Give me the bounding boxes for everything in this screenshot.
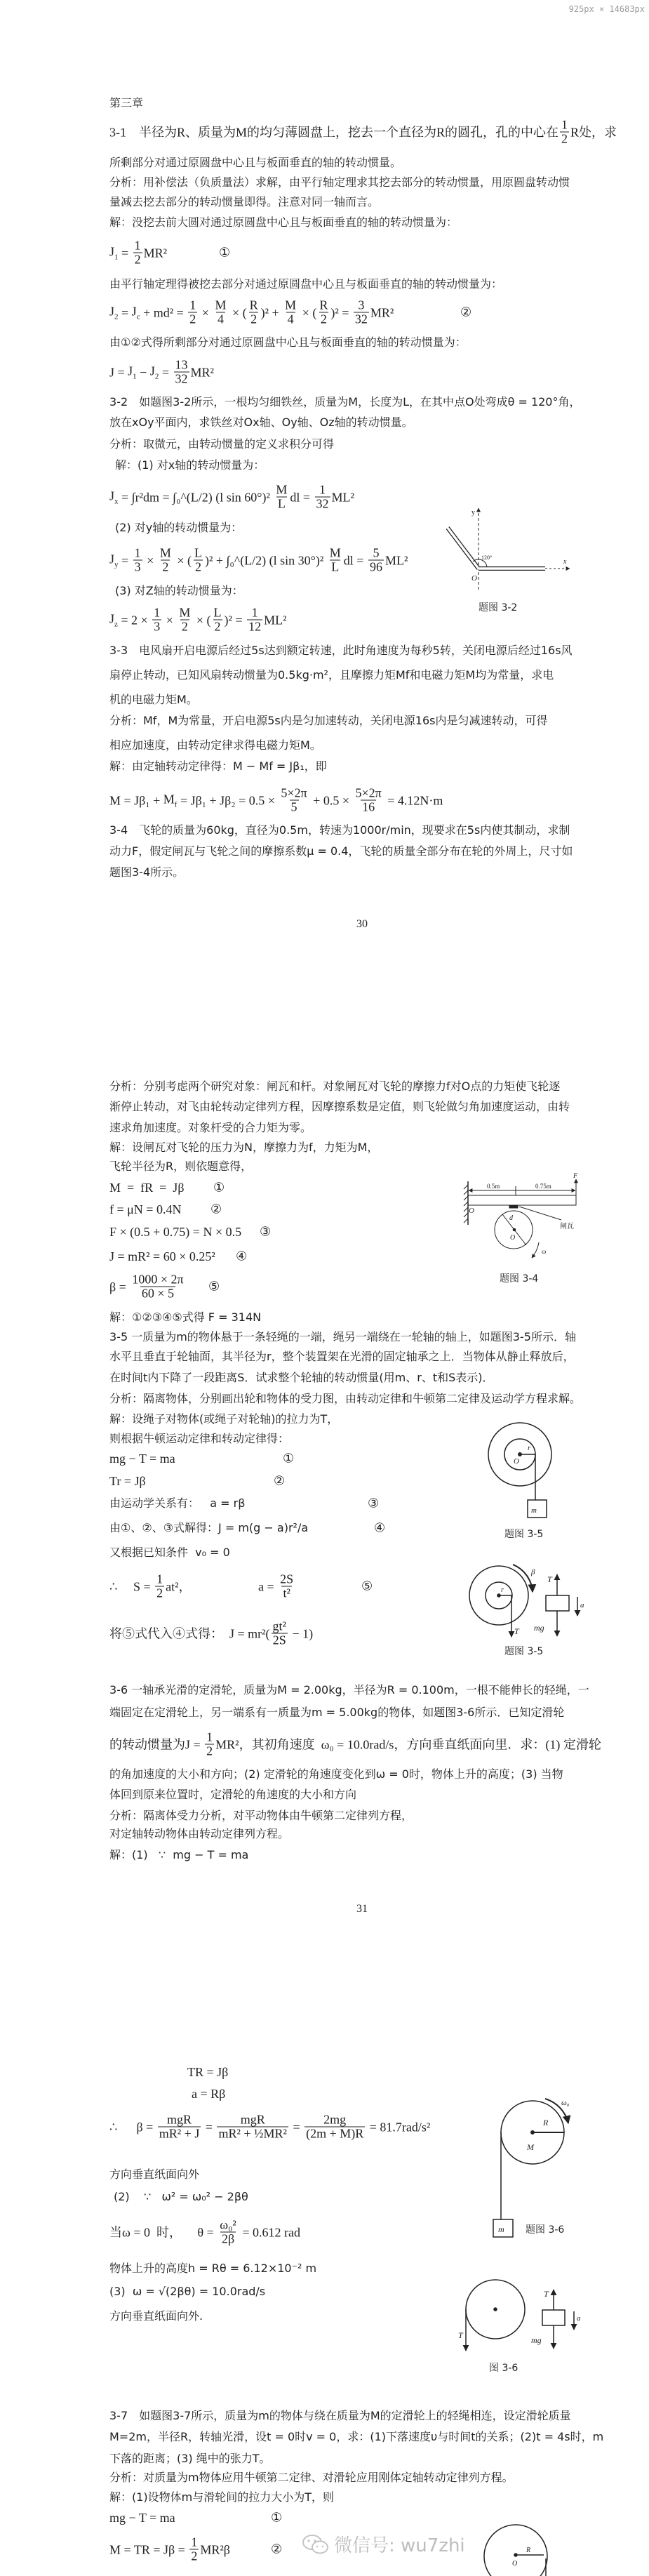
fraction-denominator: L — [277, 496, 286, 511]
formula-text: a = Rβ — [192, 2087, 226, 2101]
text-line: 又根据已知条件 v₀ = 0 — [109, 1546, 230, 1559]
text-line: 的角加速度的大小和方向；(2) 定滑轮的角速度变化到ω = 0时，物体上升的高度；(3) 当物 — [109, 1767, 563, 1781]
center-label: O — [510, 1234, 516, 1242]
fraction-denominator: mR² + ½MR² — [218, 2126, 287, 2141]
text-line: 分析：隔离物体，分别画出轮和物体的受力图，由转动定律和牛顿第二定律及运动学方程求解。 — [109, 1392, 582, 1405]
angle-label: 120° — [481, 555, 493, 561]
text-line: 扇停止转动，已知风扇转动惯量为0.5kg·m²，且摩擦力矩Mf和电磁力矩M均为常量，求电 — [109, 668, 554, 682]
fraction-denominator: 2 — [561, 131, 568, 146]
figure-caption: 题图 3-5 — [504, 1646, 544, 1657]
formula-text: at²， — [166, 1579, 192, 1593]
symbol-base: J — [149, 364, 155, 378]
watermark-text: 微信号: wu7zhi — [334, 2535, 465, 2556]
text-line: (2) 对y轴的转动惯量为： — [115, 521, 243, 534]
equation-number: ② — [271, 2542, 283, 2557]
text-line: 放在xOy平面内，求铁丝对Ox轴、Oy轴、Oz轴的转动惯量。 — [109, 416, 413, 429]
fraction-denominator: 12 — [248, 619, 262, 634]
formula-text: MR²，其初角速度 ω₀ = 10.0rad/s，方向垂直纸面向里．求：(1) 定滑轮 — [215, 1737, 601, 1751]
origin-label: O — [471, 574, 477, 583]
fraction-denominator: 3 — [154, 619, 161, 634]
fraction-numerator: 5 — [373, 545, 380, 560]
equation-number: ② — [274, 1473, 286, 1489]
symbol-base: J — [109, 304, 115, 319]
wechat-icon — [302, 2533, 330, 2556]
fraction-denominator: 2S — [272, 1633, 286, 1647]
formula-text: )² + ∫₀^(L/2) (l sin 30°)² — [205, 553, 327, 567]
formula-text: − — [136, 365, 150, 379]
fraction-denominator: 2 — [214, 619, 221, 634]
figure-3-5-a — [488, 1423, 551, 1540]
fraction-numerator: 1 — [134, 238, 141, 253]
formula-text: 3-1 半径为R、质量为M的均匀薄圆盘上，挖去一个直径为R的圆孔，孔的中心在 — [109, 125, 559, 139]
text-line: 解：①②③④⑤式得 F = 314N — [109, 1310, 262, 1324]
mass-label: m — [531, 1506, 537, 1515]
text-line: 3-7 如题图3-7所示，质量为m的物体与绕在质量为M的定滑轮上的轻绳相连，设定滑轮质量 — [109, 2409, 571, 2422]
equation-number: ③ — [368, 1496, 380, 1511]
text-line: 由①、②、③式解得：J = m(g − a)r²/a — [109, 1521, 309, 1534]
formula-text: + md² = — [140, 305, 187, 319]
formula-text: J = mR² = 60 × 0.25² — [109, 1249, 215, 1263]
text-line: 物体上升的高度h = Rθ = 6.12×10⁻² m — [109, 2262, 317, 2275]
formula-text: × — [199, 305, 213, 319]
formula-text: × ( — [299, 305, 317, 319]
formula-text: F × (0.5 + 0.75) = N × 0.5 — [109, 1225, 242, 1239]
symbol-base: J — [128, 364, 133, 378]
fraction-denominator: mR² + J — [159, 2126, 200, 2141]
figure-3-6-forces — [458, 2280, 581, 2374]
formula-text: = ∫r²dm = ∫₀^(L/2) (l sin 60°)² — [118, 490, 274, 504]
fraction-numerator: 2mg — [323, 2112, 347, 2127]
center-label: O — [512, 2560, 518, 2568]
formula-text: × — [143, 553, 157, 567]
formula-text: − 1) — [288, 1626, 314, 1640]
formula-text: = — [202, 2120, 216, 2134]
formula-text: = — [118, 246, 132, 260]
text-line: 3-5 一质量为m的物体悬于一条轻绳的一端，绳另一端绕在一轮轴的轴上，如题图3-5所示．轴 — [109, 1330, 576, 1343]
symbol-subscript: 2 — [154, 372, 159, 381]
tension-label: T — [514, 1626, 519, 1636]
formula-text: + 0.5 × — [309, 793, 353, 807]
equation-number: ④ — [236, 1249, 248, 1264]
text-line: 3-3 电风扇开启电源后经过5s达到额定转速，此时角速度为每秒5转，关闭电源后经过16s风 — [109, 644, 573, 657]
fraction-denominator: t² — [283, 1586, 290, 1600]
fraction-denominator: 32 — [175, 371, 188, 386]
fraction-denominator: 2 — [156, 1586, 163, 1600]
formula-text: ML² — [331, 490, 354, 504]
symbol-subscript: z — [114, 620, 118, 629]
fraction-denominator: 3 — [134, 559, 141, 574]
text-line: 机的电磁力矩M。 — [109, 693, 198, 706]
image-size-label: 925px × 14683px — [568, 4, 645, 14]
text-line: 所剩部分对通过原圆盘中心且与板面垂直的轴的转动惯量。 — [109, 156, 402, 169]
pivot-label: O — [469, 1207, 474, 1215]
brake-pad-label: 闸瓦 — [560, 1223, 574, 1230]
equation-number: ② — [210, 1202, 222, 1217]
text-line: 速求角加速度。对象杆受的合力矩为零。 — [109, 1121, 312, 1134]
fraction-denominator: 2 — [189, 312, 196, 326]
symbol-base: J — [109, 611, 115, 626]
figure-3-6 — [493, 2099, 570, 2237]
fraction-denominator: 4 — [217, 312, 224, 326]
fraction-numerator: 1 — [154, 605, 161, 620]
text-line: 在时间t内下降了一段距离S．试求整个轮轴的转动惯量(用m、r、t和S表示)． — [109, 1371, 494, 1384]
text-line: 解：(1) ∵ mg − T = ma — [109, 1848, 249, 1861]
text-line: (2) ∵ ω² = ω₀² − 2βθ — [114, 2190, 248, 2203]
symbol-subscript: 2 — [114, 312, 119, 321]
fraction-numerator: 5×2π — [355, 785, 382, 800]
formula-text: a = — [258, 1579, 278, 1593]
fraction-numerator: 1 — [134, 545, 141, 560]
fraction-numerator: 5×2π — [281, 785, 307, 800]
fraction-denominator: 5 — [290, 799, 297, 814]
acceleration-label: a — [577, 2314, 581, 2323]
equation-number: ① — [271, 2510, 283, 2525]
formula-text: J = — [109, 365, 128, 379]
text-line: 端固定在定滑轮上，另一端系有一质量为m = 5.00kg的物体，如题图3-6所示．已知定滑轮 — [109, 1706, 565, 1719]
fraction-numerator: 13 — [175, 357, 188, 372]
text-line: 解：设绳子对物体(或绳子对轮轴)的拉力为T， — [109, 1412, 339, 1426]
fraction-denominator: 2 — [162, 559, 169, 574]
fraction-numerator: L — [194, 545, 202, 560]
fraction-numerator: 2S — [280, 1572, 294, 1586]
fraction-denominator: 2 — [250, 312, 257, 326]
text-line: 解：没挖去前大圆对通过原圆盘中心且与板面垂直的轴的转动惯量为： — [109, 215, 458, 229]
symbol-subscript: 1 — [133, 372, 137, 381]
symbol-base: M — [163, 792, 175, 806]
text-line: 由①②式得所剩部分对通过原圆盘中心且与板面垂直的轴的转动惯量为： — [109, 336, 467, 349]
formula-text: 当ω = 0 时， θ = — [109, 2225, 218, 2239]
symbol-subscript: f — [174, 800, 178, 809]
figure-caption: 图 3-6 — [489, 2363, 518, 2374]
figure-3-7 — [484, 2525, 547, 2576]
formula-text: 将⑤式代入④式得： J = mr²( — [109, 1626, 270, 1640]
formula-text: = Jβ₁ + Jβ₂ = 0.5 × — [177, 793, 279, 807]
figure-3-2 — [448, 508, 570, 613]
dimension-label: 0.75m — [535, 1183, 551, 1190]
axis-label-x: x — [563, 558, 567, 566]
text-line: 相应加速度，由转动定律求得电磁力矩M。 — [109, 738, 321, 752]
text-line: 方向垂直纸面向外. — [109, 2309, 203, 2323]
beta-label: β — [531, 1568, 535, 1576]
fraction-denominator: 4 — [287, 312, 294, 326]
fraction-denominator: 60 × 5 — [141, 1286, 175, 1301]
formula-text: f = μN = 0.4N — [109, 1202, 182, 1216]
axis-label-y: y — [471, 509, 475, 517]
fraction-denominator: 16 — [362, 799, 375, 814]
text-line: 分析：用补偿法（负质量法）求解，由平行轴定理求其挖去部分的转动惯量，用原圆盘转动惯 — [109, 175, 570, 189]
formula-text: β = — [109, 1280, 130, 1294]
fraction-numerator: 1 — [206, 1729, 213, 1744]
page-number: 30 — [356, 918, 368, 930]
formula-text: ML² — [264, 613, 287, 627]
text-line: 题图3-4所示。 — [109, 865, 185, 879]
formula-text: = — [118, 553, 132, 567]
fraction-denominator: 32 — [316, 496, 329, 511]
equation-number: ③ — [260, 1224, 272, 1240]
fraction-numerator: mgR — [240, 2112, 265, 2127]
fraction-numerator: M — [276, 482, 288, 497]
watermark — [302, 2531, 465, 2557]
figure-3-4 — [464, 1172, 578, 1284]
formula-text: = 4.12N·m — [384, 793, 443, 807]
text-line: 方向垂直纸面向外 — [109, 2167, 200, 2181]
formula-text: R处，求 — [570, 125, 617, 139]
fraction-denominator: L — [331, 559, 340, 574]
text-line: 分析：隔离体受力分析，对平动物体由牛顿第二定律列方程， — [109, 1809, 413, 1822]
formula-text: × ( — [193, 613, 211, 627]
chapter-heading: 第三章 — [109, 96, 144, 109]
formula-text: ∴ S = — [109, 1579, 154, 1593]
fraction-numerator: 1 — [156, 1572, 163, 1586]
pulley-mass-label: M — [527, 2142, 534, 2152]
tension-label: T — [547, 1574, 552, 1584]
formula-text: )² = — [224, 613, 246, 627]
equation-number: ⑤ — [361, 1579, 373, 1594]
fraction-numerator: M — [215, 298, 227, 312]
weight-label: mg — [531, 2335, 542, 2345]
fraction-denominator: 2 — [320, 312, 327, 326]
symbol-subscript: 1 — [114, 253, 119, 262]
fraction-numerator: M — [179, 605, 191, 620]
text-line: 下落的距离；(3) 绳中的张力T。 — [109, 2452, 271, 2465]
formula-text: MR² — [370, 305, 394, 319]
formula-text: ML² — [384, 553, 408, 567]
formula-text: = 2 × — [117, 613, 152, 627]
text-line: 水平且垂直于轮轴面，其半径为r，整个装置架在光滑的固定轴承之上．当物体从静止释放后， — [109, 1350, 575, 1363]
text-line: 分析：Mf，M为常量，开启电源5s内是匀加速转动，关闭电源16s内是匀减速转动，可得 — [109, 714, 548, 727]
fraction-denominator: 2β — [221, 2231, 235, 2246]
fraction-numerator: M — [159, 545, 171, 560]
fraction-numerator: 1 — [251, 605, 258, 620]
symbol-subscript: x — [114, 497, 119, 506]
text-line: 3-6 一轴承光滑的定滑轮，质量为M = 2.00kg，半径为R = 0.100m，一根不能伸长的轻绳，一 — [109, 1683, 589, 1697]
formula-text: Tr = Jβ — [109, 1474, 146, 1488]
symbol-subscript: c — [136, 312, 140, 321]
fraction-numerator: R — [249, 298, 258, 312]
fraction-denominator: 2 — [134, 252, 141, 267]
text-line: 对定轴转动物体由转动定律列方程。 — [109, 1827, 290, 1840]
equation-number: ⑤ — [208, 1279, 220, 1294]
acceleration-label: a — [580, 1601, 584, 1609]
text-line: 3-4 飞轮的质量为60kg，直径为0.5m，转速为1000r/min，现要求在5s内使其制动，求制 — [109, 823, 570, 837]
fraction-numerator: 1 — [319, 482, 326, 497]
radius-label: R — [543, 2118, 549, 2127]
text-line: 体回到原来位置时，定滑轮的角速度的大小和方向 — [109, 1788, 357, 1801]
text-line: 3-2 如题图3-2所示，一根均匀细铁丝，质量为M，长度为L，在其中点O处弯成θ = 120°角， — [109, 395, 581, 409]
formula-text: × ( — [173, 553, 192, 567]
fraction-denominator: 2 — [195, 559, 201, 574]
fraction-numerator: 1 — [189, 298, 196, 312]
formula-text: dl = — [290, 490, 314, 504]
formula-text: mg − T = ma — [109, 2511, 175, 2525]
fraction-denominator: (2m + M)R — [306, 2126, 364, 2141]
formula-text: = — [159, 365, 173, 379]
formula-text: × ( — [229, 305, 247, 319]
formula-text: M = TR = Jβ = — [109, 2542, 189, 2556]
formula-text: = — [289, 2120, 304, 2134]
text-line: M=2m，半径R，转轴光滑，设t = 0时v = 0，求：(1)下落速度υ与时间t的关系；(2)t = 4s时，m — [109, 2430, 604, 2443]
fraction-numerator: 1 — [191, 2535, 198, 2549]
text-line: (3) 对Z轴的转动惯量为： — [115, 584, 243, 597]
text-line: (3) ω = √(2βθ) = 10.0rad/s — [109, 2285, 266, 2298]
symbol-base: J — [131, 304, 137, 319]
text-line: 由平行轴定理得被挖去部分对通过原圆盘中心且与板面垂直的轴的转动惯量为： — [109, 277, 503, 291]
text-line: 解：设闸瓦对飞轮的压力为N，摩擦力为f，力矩为M， — [109, 1141, 379, 1154]
radius-label: r — [501, 1586, 504, 1594]
omega-label: ω — [542, 1248, 547, 1255]
text-line: 解：(1)设物体m与滑轮间的拉力大小为T，则 — [109, 2490, 335, 2504]
fraction-numerator: M — [285, 298, 297, 312]
formula-text: MR² — [190, 365, 214, 379]
text-line: 解：由定轴转动定律得：M − Mf = Jβ₁，即 — [109, 759, 327, 773]
formula-text: = 0.612 rad — [239, 2225, 300, 2239]
text-line: 分析：分别考虑两个研究对象：闸瓦和杆。对象闸瓦对飞轮的摩擦力f对O点的力矩使飞轮逐 — [109, 1080, 561, 1093]
text-line: 由运动学关系有： a = rβ — [109, 1496, 246, 1510]
formula-text: ∴ β = — [109, 2120, 156, 2134]
formula-text: = — [118, 305, 132, 319]
text-line: 则根据牛顿运动定律和转动定律得： — [109, 1432, 290, 1445]
symbol-subscript: y — [114, 560, 119, 569]
radius-label: r — [528, 1444, 531, 1452]
formula-text: )² = — [330, 305, 352, 319]
fraction-numerator: M — [329, 545, 341, 560]
equation-number: ① — [213, 1180, 225, 1195]
fraction-numerator: L — [213, 605, 222, 620]
center-label: O — [514, 1457, 519, 1466]
formula-text: TR = Jβ — [187, 2065, 229, 2079]
diameter-label: d — [509, 1214, 513, 1222]
formula-text: = 81.7rad/s² — [366, 2120, 431, 2134]
equation-number: ② — [460, 305, 472, 320]
text-line: 量减去挖去部分的转动惯量即得。注意对同一轴而言。 — [109, 195, 380, 208]
fraction-numerator: 1 — [561, 117, 568, 132]
formula-text: M = fR = Jβ — [109, 1181, 185, 1195]
figure-caption: 题图 3-2 — [479, 602, 518, 613]
radius-label: R — [526, 2547, 531, 2554]
formula-text: dl = — [343, 553, 367, 567]
page-number: 31 — [356, 1903, 368, 1915]
mass-label: m — [498, 2224, 504, 2234]
fraction-numerator: 1000 × 2π — [132, 1272, 184, 1287]
fraction-denominator: 2 — [181, 619, 188, 634]
fraction-denominator: 96 — [369, 559, 382, 574]
equation-number: ④ — [374, 1520, 386, 1536]
symbol-base: J — [109, 244, 115, 259]
text-line: 分析：对质量为m物体应用牛顿第二定律、对滑轮应用刚体定轴转动定律列方程。 — [109, 2471, 514, 2484]
fraction-denominator: 2 — [206, 1744, 213, 1758]
formula-text: M = Jβ₁ + — [109, 793, 163, 807]
figure-caption: 题图 3-6 — [526, 2224, 565, 2236]
text-line: 解：(1) 对x轴的转动惯量为： — [115, 458, 265, 472]
figure-caption: 题图 3-5 — [504, 1529, 544, 1540]
text-line: 分析：取微元，由转动惯量的定义求积分可得 — [109, 437, 335, 451]
formula-text: × — [163, 613, 177, 627]
formula-text: mg − T = ma — [109, 1452, 175, 1466]
weight-label: mg — [534, 1623, 544, 1633]
dimension-label: 0.5m — [487, 1183, 500, 1190]
figure-caption: 题图 3-4 — [500, 1273, 539, 1284]
formula-text: MR² — [143, 246, 168, 260]
equation-number: ① — [283, 1451, 295, 1466]
omega-label: ω₀ — [561, 2099, 570, 2107]
formula-text: MR²β — [200, 2542, 230, 2556]
fraction-numerator: gt² — [272, 1619, 286, 1633]
formula-text: )² + — [260, 305, 283, 319]
force-label: F — [573, 1172, 578, 1180]
fraction-numerator: mgR — [167, 2112, 192, 2127]
figure-3-5-b — [469, 1565, 584, 1657]
fraction-denominator: 32 — [354, 312, 368, 326]
text-line: 飞轮半径为R，则依题意得， — [109, 1160, 253, 1173]
tension-label: T — [458, 2330, 463, 2340]
equation-number: ① — [219, 245, 231, 260]
tension-label: T — [544, 2289, 549, 2299]
text-line: 渐停止转动，对飞由轮转动定律列方程，因摩擦系数是定值，则飞轮做匀角加速度运动，由转 — [109, 1100, 570, 1113]
symbol-base: J — [109, 552, 115, 566]
formula-text: 的转动惯量为J = — [109, 1737, 204, 1751]
symbol-base: J — [109, 489, 115, 503]
text-line: 动力F，假定闸瓦与飞轮之间的摩擦系数μ = 0.4，飞轮的质量全部分布在轮的外周上，尺寸如 — [109, 844, 573, 858]
fraction-denominator: 2 — [191, 2549, 198, 2563]
fraction-numerator: R — [319, 298, 328, 312]
fraction-numerator: ω₀² — [220, 2217, 236, 2232]
fraction-numerator: 3 — [358, 298, 365, 312]
